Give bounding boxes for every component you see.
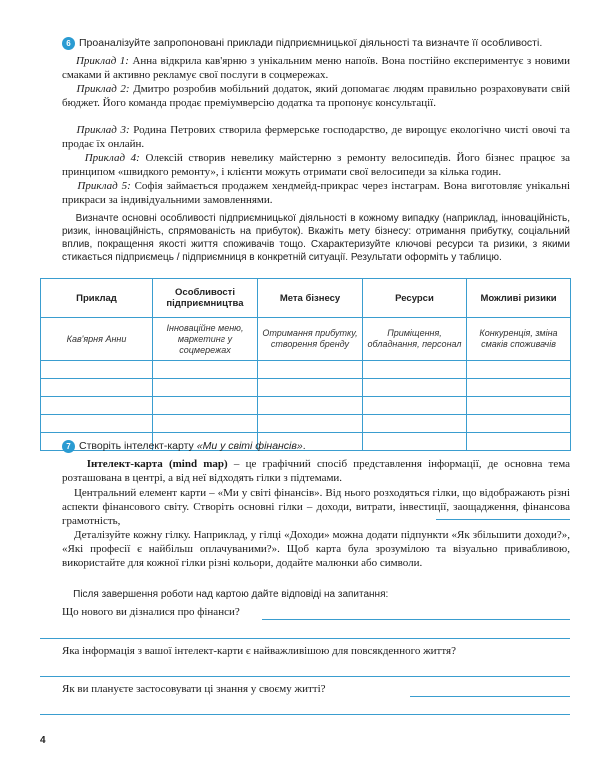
table-cell: Приміщення, обладнання, персонал <box>363 318 467 361</box>
example-label: Приклад 3: <box>76 124 130 136</box>
table-cell: Конкуренція, зміна смаків споживачів <box>467 318 571 361</box>
example-1 <box>62 55 570 82</box>
question-3: Як ви плануєте застосовувати ці знання у своєму житті? <box>62 683 326 695</box>
task-6-description: Визначте основні особливості підприємницької діяльності в кожному випадку (наприклад, інноваційність, ризик, інноваційність, спрямованість на прибуток). Вкажіть мету бізнесу: отримання прибутку, соціальний вплив, покращення якості життя споживачів тощо. Схарактеризуйте ключові ресурси та ризики, з якими стикається підприємець / підприємниця в конкретній ситуації. Результати оформіть у таблицю. <box>62 213 570 263</box>
mind-map-title: «Ми у світі фінансів» <box>196 440 303 452</box>
example-text: Софія займається продажем хендмейд-прикрас через інстаграм. Вона виготовляє унікальні прикраси за індивідуальними замовленнями. <box>62 180 571 206</box>
features-table <box>40 278 571 451</box>
table-row-empty[interactable] <box>41 379 571 397</box>
task-7-header: 7 Створіть інтелект-карту «Ми у світі фінансів». <box>62 440 306 453</box>
mind-map-definition: Інтелект-карта (mind map) – це графічний спосіб представлення інформації, де основна тема розташована в центрі, а від неї відходять гілки з підтемами. <box>62 458 570 484</box>
mind-map-central-element: Центральний елемент карти – «Ми у світі фінансів». Від нього розходяться гілки, що відображають різні аспекти фінансового світу. Створіть основні гілки – доходи, витрати, інвестиції, заощадження, фінансова грамотність, <box>62 487 570 527</box>
answer-line[interactable] <box>410 696 570 697</box>
example-text: Анна відкрила кав'ярню з унікальним меню напоїв. Вона постійно експериментує з новими смаками й активно рекламує свої послуги в соцмережах. <box>62 55 571 81</box>
questions-intro: Після завершення роботи над картою дайте відповіді на запитання: <box>73 589 389 600</box>
answer-line[interactable] <box>436 519 570 520</box>
table-header: Особливості підприємництва <box>153 279 258 318</box>
task-number-badge: 6 <box>62 37 75 50</box>
table-header-row <box>41 279 571 318</box>
task-6-header <box>62 37 542 50</box>
example-3 <box>62 124 570 151</box>
question-1: Що нового ви дізналися про фінанси? <box>62 606 240 618</box>
question-2: Яка інформація з вашої інтелект-карти є найважливішою для повсякденного життя? <box>62 645 456 657</box>
example-2 <box>62 83 570 110</box>
example-label: Приклад 1: <box>75 55 129 67</box>
table-header: Можливі ризики <box>467 279 571 318</box>
task-6-instruction: Проаналізуйте запропоновані приклади підприємницької діяльності та визначте її особливості. <box>79 37 543 49</box>
table-row-empty[interactable] <box>41 415 571 433</box>
table-cell: Отримання прибутку, створення бренду <box>258 318 363 361</box>
example-text: Олексій створив невелику майстерню з ремонту велосипедів. Його бізнес працює за принципом «швидкого ремонту», і клієнти можуть отримати свої велосипеди за кілька годин. <box>62 152 571 178</box>
example-text: Родина Петрових створила фермерське господарство, де вирощує екологічно чисті овочі та продає їх онлайн. <box>62 124 571 150</box>
table-row-empty[interactable] <box>41 397 571 415</box>
answer-line[interactable] <box>40 714 570 715</box>
answer-line[interactable] <box>40 638 570 639</box>
example-5 <box>62 180 570 207</box>
example-4 <box>62 152 570 179</box>
table-cell: Кав'ярня Анни <box>41 318 153 361</box>
task-number-badge: 7 <box>62 440 75 453</box>
table-header: Ресурси <box>363 279 467 318</box>
page-number: 4 <box>40 735 46 746</box>
table-cell: Інноваційне меню, маркетинг у соцмережах <box>153 318 258 361</box>
table-row <box>41 318 571 361</box>
table-header: Мета бізнесу <box>258 279 363 318</box>
answer-line[interactable] <box>40 676 570 677</box>
answer-line[interactable] <box>262 619 570 620</box>
table-row-empty[interactable] <box>41 361 571 379</box>
table-header: Приклад <box>41 279 153 318</box>
mind-map-details: Деталізуйте кожну гілку. Наприклад, у гілці «Доходи» можна додати підпункти «Як збільшити доходи?», «Які професії є найбільш оплачуваними?». Щоб карта була зрозумілою та візуально привабливою, використайте для кожної гілки різні кольори, додайте малюнки або символи. <box>62 529 570 569</box>
example-label: Приклад 4: <box>84 152 140 164</box>
example-text: Дмитро розробив мобільний додаток, який допомагає людям правильно розраховувати свій бюджет. Його команда продає преміумверсію додатка та пропонує консультації. <box>62 83 570 109</box>
example-label: Приклад 2: <box>76 83 130 95</box>
example-label: Приклад 5: <box>77 180 131 192</box>
